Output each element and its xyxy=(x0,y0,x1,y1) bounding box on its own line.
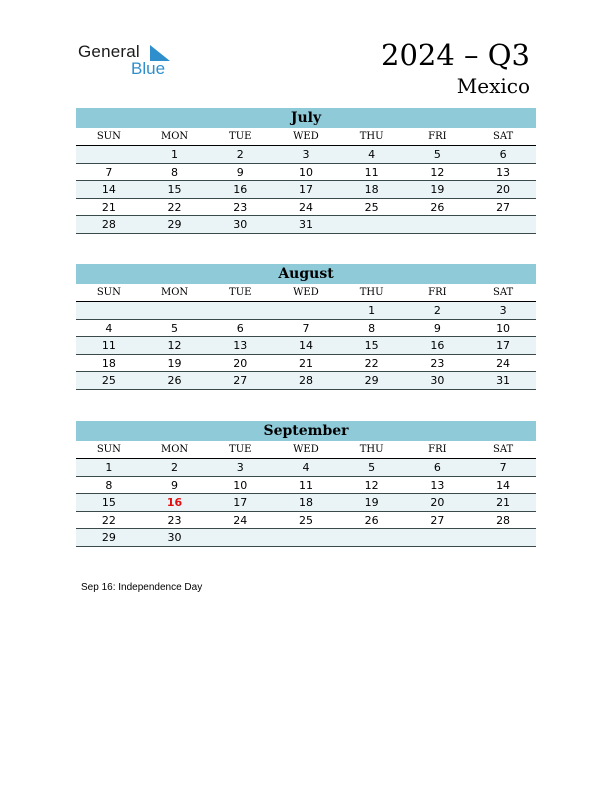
day-cell: 5 xyxy=(368,461,376,474)
day-cell: 11 xyxy=(101,339,116,352)
day-cell: 16 xyxy=(430,339,445,352)
day-cell: 14 xyxy=(101,183,116,196)
day-cell: 17 xyxy=(496,339,511,352)
weekday-label: MON xyxy=(160,287,189,298)
weekday-label: TUE xyxy=(229,444,252,455)
day-cell: 9 xyxy=(433,321,441,335)
day-cell: 4 xyxy=(302,461,310,474)
week-row xyxy=(76,355,536,373)
day-cell: 20 xyxy=(496,183,511,196)
weekday-label: TUE xyxy=(229,287,252,298)
week-row xyxy=(76,459,536,477)
day-cell: 22 xyxy=(167,200,182,214)
day-cell: 3 xyxy=(499,304,507,317)
day-cell: 3 xyxy=(302,148,310,161)
day-cell: 7 xyxy=(499,461,507,474)
day-cell: 7 xyxy=(302,321,310,335)
day-cell xyxy=(339,216,405,233)
month-calendar-september xyxy=(76,421,536,547)
day-cell xyxy=(339,529,405,546)
day-cell: 14 xyxy=(298,339,313,352)
day-cell: 21 xyxy=(298,356,313,370)
day-cell: 27 xyxy=(430,513,445,527)
day-cell: 29 xyxy=(364,374,379,387)
day-cell: 28 xyxy=(298,374,313,387)
day-cell: 21 xyxy=(496,496,511,509)
week-row xyxy=(76,320,536,338)
day-cell: 15 xyxy=(167,183,182,196)
day-cell: 1 xyxy=(105,461,113,474)
day-cell xyxy=(76,302,142,319)
month-header: August xyxy=(76,264,536,284)
weekday-label: THU xyxy=(359,287,384,298)
day-cell xyxy=(470,216,536,233)
day-cell: 8 xyxy=(171,165,179,179)
weekday-label: WED xyxy=(293,287,319,298)
week-row xyxy=(76,494,536,512)
day-cell: 4 xyxy=(368,148,376,161)
day-cell: 18 xyxy=(364,183,379,196)
day-cell: 20 xyxy=(430,496,445,509)
day-cell: 1 xyxy=(171,148,179,161)
day-cell: 15 xyxy=(101,496,116,509)
day-cell: 6 xyxy=(499,148,507,161)
week-row xyxy=(76,302,536,320)
weekday-header-row xyxy=(76,284,536,302)
day-cell: 23 xyxy=(430,356,445,370)
day-cell: 4 xyxy=(105,321,113,335)
day-cell: 29 xyxy=(101,531,116,544)
week-row xyxy=(76,164,536,182)
day-cell: 6 xyxy=(433,461,441,474)
day-cell: 26 xyxy=(364,513,379,527)
weekday-label: MON xyxy=(160,131,189,142)
day-cell: 20 xyxy=(233,356,248,370)
logo xyxy=(78,42,178,78)
page-title: 2024 – Q3 xyxy=(381,38,530,72)
day-cell: 18 xyxy=(298,496,313,509)
day-cell: 18 xyxy=(101,356,116,370)
day-cell: 19 xyxy=(430,183,445,196)
day-cell: 26 xyxy=(167,374,182,387)
day-cell: 25 xyxy=(364,200,379,214)
weekday-label: SAT xyxy=(492,287,514,298)
weekday-header-row xyxy=(76,128,536,146)
day-cell: 21 xyxy=(101,200,116,214)
day-cell: 28 xyxy=(101,218,116,231)
day-cell: 24 xyxy=(496,356,511,370)
day-cell: 15 xyxy=(364,339,379,352)
day-cell: 10 xyxy=(496,321,511,335)
day-cell xyxy=(405,216,471,233)
weekday-label: THU xyxy=(359,444,384,455)
day-cell: 14 xyxy=(496,478,511,492)
weekday-label: SAT xyxy=(492,444,514,455)
week-row xyxy=(76,372,536,390)
holiday-day-cell: 16 xyxy=(166,496,183,509)
day-cell: 12 xyxy=(167,339,182,352)
day-cell xyxy=(142,302,208,319)
day-cell: 13 xyxy=(233,339,248,352)
day-cell: 1 xyxy=(368,304,376,317)
country-name: Mexico xyxy=(456,74,530,98)
day-cell: 27 xyxy=(233,374,248,387)
day-cell: 25 xyxy=(101,374,116,387)
day-cell: 8 xyxy=(368,321,376,335)
day-cell: 2 xyxy=(171,461,179,474)
day-cell: 5 xyxy=(171,321,179,335)
weekday-label: WED xyxy=(293,131,319,142)
week-row xyxy=(76,529,536,547)
day-cell: 31 xyxy=(298,218,313,231)
day-cell xyxy=(405,529,471,546)
day-cell: 11 xyxy=(298,478,313,492)
day-cell: 8 xyxy=(105,478,113,492)
day-cell: 10 xyxy=(298,165,313,179)
weekday-label: SUN xyxy=(96,131,121,142)
day-cell: 24 xyxy=(298,200,313,214)
week-row xyxy=(76,216,536,234)
day-cell: 23 xyxy=(167,513,182,527)
day-cell: 3 xyxy=(236,461,244,474)
day-cell: 12 xyxy=(364,478,379,492)
day-cell: 2 xyxy=(236,148,244,161)
day-cell: 13 xyxy=(496,165,511,179)
weekday-label: FRI xyxy=(428,287,447,298)
day-cell: 10 xyxy=(233,478,248,492)
week-row xyxy=(76,337,536,355)
weekday-header-row xyxy=(76,441,536,459)
day-cell: 5 xyxy=(433,148,441,161)
week-row xyxy=(76,512,536,530)
day-cell: 31 xyxy=(496,374,511,387)
day-cell xyxy=(207,302,273,319)
day-cell: 13 xyxy=(430,478,445,492)
day-cell: 12 xyxy=(430,165,445,179)
holiday-note: Sep 16: Independence Day xyxy=(81,582,203,593)
weekday-label: TUE xyxy=(229,131,252,142)
weekday-label: FRI xyxy=(428,444,447,455)
week-row xyxy=(76,199,536,217)
day-cell: 22 xyxy=(364,356,379,370)
day-cell: 23 xyxy=(233,200,248,214)
logo-general-text: General xyxy=(78,42,140,61)
logo-blue-text: Blue xyxy=(131,59,166,78)
weekday-label: FRI xyxy=(428,131,447,142)
weekday-label: WED xyxy=(293,444,319,455)
weekday-label: THU xyxy=(359,131,384,142)
week-row xyxy=(76,477,536,495)
day-cell: 25 xyxy=(298,513,313,527)
weekday-label: MON xyxy=(160,444,189,455)
month-calendar-august xyxy=(76,264,536,390)
day-cell: 28 xyxy=(496,513,511,527)
day-cell: 2 xyxy=(433,304,441,317)
day-cell: 24 xyxy=(233,513,248,527)
weekday-label: SAT xyxy=(492,131,514,142)
day-cell: 17 xyxy=(298,183,313,196)
day-cell xyxy=(207,529,273,546)
month-calendar-july xyxy=(76,108,536,234)
week-row xyxy=(76,146,536,164)
day-cell: 9 xyxy=(236,165,244,179)
week-row xyxy=(76,181,536,199)
day-cell: 30 xyxy=(233,218,248,231)
month-header: September xyxy=(76,421,536,441)
day-cell: 29 xyxy=(167,218,182,231)
day-cell: 11 xyxy=(364,165,379,179)
weekday-label: SUN xyxy=(96,287,121,298)
day-cell xyxy=(273,302,339,319)
day-cell: 16 xyxy=(233,183,248,196)
day-cell: 26 xyxy=(430,200,445,214)
day-cell: 17 xyxy=(233,496,248,509)
day-cell: 22 xyxy=(101,513,116,527)
month-header: July xyxy=(76,108,536,128)
day-cell: 19 xyxy=(167,356,182,370)
day-cell xyxy=(273,529,339,546)
day-cell: 27 xyxy=(496,200,511,214)
day-cell: 7 xyxy=(105,165,113,179)
day-cell: 30 xyxy=(430,374,445,387)
day-cell: 6 xyxy=(236,321,244,335)
day-cell xyxy=(76,146,142,163)
day-cell xyxy=(470,529,536,546)
weekday-label: SUN xyxy=(96,444,121,455)
day-cell: 9 xyxy=(171,478,179,492)
day-cell: 19 xyxy=(364,496,379,509)
day-cell: 30 xyxy=(167,531,182,544)
